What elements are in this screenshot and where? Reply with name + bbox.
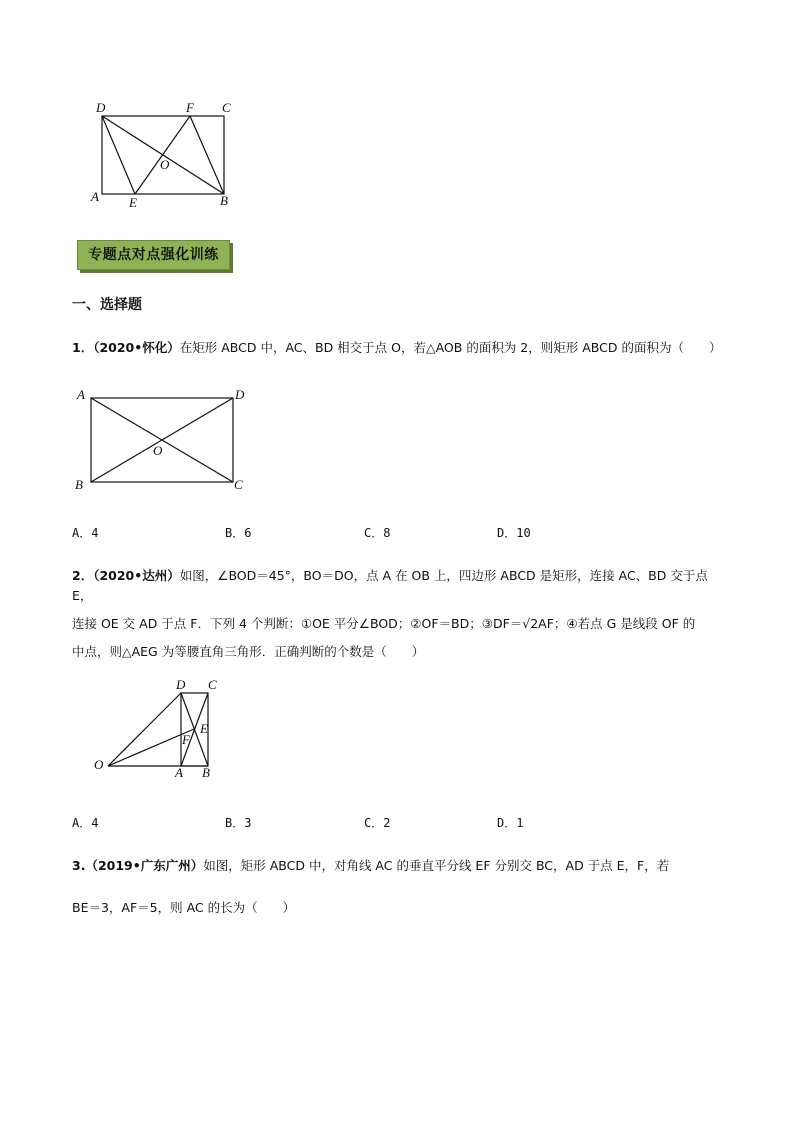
section-title: 一、选择题 (72, 297, 142, 313)
label-D: D (235, 387, 245, 402)
q2-line2: 连接 OE 交 AD 于点 F．下列 4 个判断：①OE 平分∠BOD；②OF＝BD；③DF＝√2AF；④若点 G 是线段 OF 的 (72, 616, 696, 631)
figure-q2-triangle-rectangle (88, 673, 238, 788)
section-badge: 专题点对点强化训练 (77, 240, 230, 270)
q1-option-d: D．10 (497, 526, 531, 540)
figure-q1-rectangle (70, 383, 260, 498)
label-A: A (175, 765, 183, 780)
label-C: C (234, 477, 243, 492)
label-B: B (75, 477, 83, 492)
q1-number: 1． (72, 340, 94, 355)
label-C: C (208, 677, 217, 692)
q3-line2: BE＝3，AF＝5，则 AC 的长为（ ） (72, 900, 296, 915)
q2-option-d: D．1 (497, 816, 524, 830)
question-2 (72, 566, 732, 662)
label-D: D (176, 677, 186, 692)
label-E: E (129, 195, 137, 210)
label-A: A (77, 387, 85, 402)
label-F: F (186, 100, 194, 115)
label-B: B (202, 765, 210, 780)
q1-source: （2020•怀化） (93, 340, 180, 355)
figure-rectangle-abcd-efo (80, 95, 250, 215)
label-B: B (220, 193, 228, 208)
q2-line3: 中点，则△AEG 为等腰直角三角形．正确判断的个数是（ ） (72, 644, 425, 659)
label-A: A (91, 189, 99, 204)
label-O: O (160, 157, 170, 172)
q2-option-a: A．4 (72, 816, 99, 830)
q2-option-c: C．2 (364, 816, 391, 830)
label-D: D (96, 100, 106, 115)
q3-number: 3. (72, 858, 86, 873)
label-O: O (153, 443, 163, 458)
q1-option-b: B．6 (225, 526, 252, 540)
q1-option-a: A．4 (72, 526, 99, 540)
q3-source: （2019•广东广州） (85, 858, 204, 873)
q1-text: 在矩形 ABCD 中，AC、BD 相交于点 O，若△AOB 的面积为 2，则矩形 ABCD 的面积为（ ） (179, 340, 722, 355)
label-O: O (94, 757, 104, 772)
q2-option-b: B．3 (225, 816, 252, 830)
q3-line1: 如图，矩形 ABCD 中，对角线 AC 的垂直平分线 EF 分别交 BC，AD 于点 E，F，若 (203, 858, 670, 873)
q2-number: 2． (72, 568, 94, 583)
label-F: F (182, 732, 190, 747)
q2-source: （2020•达州） (93, 568, 180, 583)
q1-option-c: C．8 (364, 526, 391, 540)
question-1 (72, 338, 732, 358)
label-E: E (200, 721, 208, 736)
q2-line1: 如图，∠BOD＝45°，BO＝DO，点 A 在 OB 上，四边形 ABCD 是矩形，连接 AC、BD 交于点 E， (72, 568, 708, 603)
label-C: C (222, 100, 231, 115)
question-3 (72, 856, 732, 918)
